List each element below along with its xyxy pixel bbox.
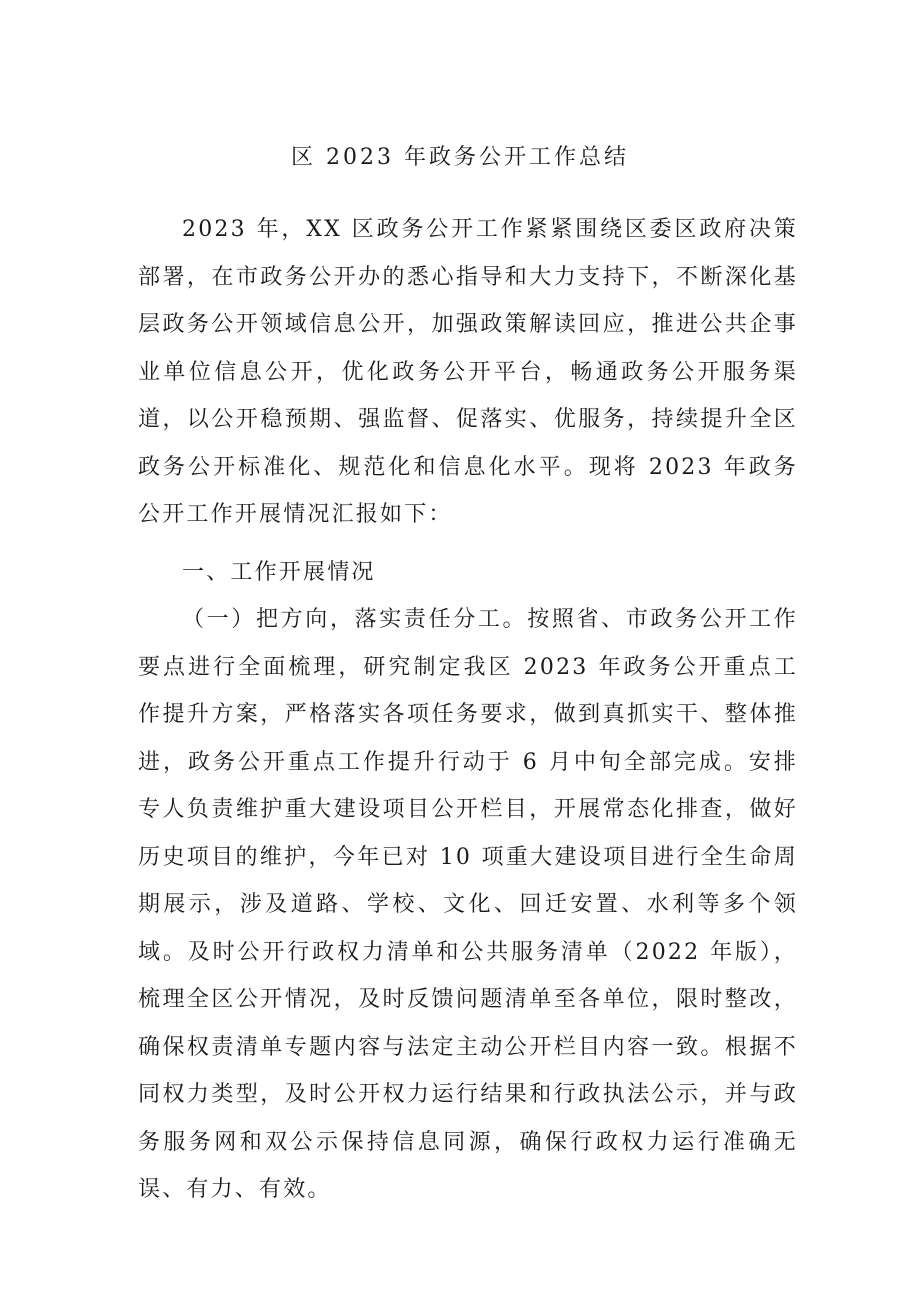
section-heading: 一、工作开展情况 <box>182 560 376 585</box>
intro-paragraph: 2023 年，XX 区政务公开工作紧紧围绕区委区政府决策部署，在市政务公开办的悉心指导和大力支持下，不断深化基层政务公开领域信息公开，加强政策解读回应，推进公共企事业单位信息公开，优化政务公开平台，畅通政务公开服务渠道，以公开稳预期、强监督、促落实、优服务，持续提升全区政务公开标准化、规范化和信息化水平。现将 2023 年政务公开工作开展情况汇报如下： <box>138 217 798 527</box>
body-paragraph: （一）把方向，落实责任分工。按照省、市政务公开工作要点进行全面梳理，研究制定我区 2023 年政务公开重点工作提升方案，严格落实各项任务要求，做到真抓实干、整体推进，政务公开重点工作提升行动于 6 月中旬全部完成。安排专人负责维护重大建设项目公开栏目，开展常态化排查，做好历史项目的维护，今年已对 10 项重大建设项目进行全生命周期展示，涉及道路、学校、文化、回迁安置、水利等多个领域。及时公开行政权力清单和公共服务清单（2022 年版），梳理全区公开情况，及时反馈问题清单至各单位，限时整改，确保权责清单专题内容与法定主动公开栏目内容一致。根据不同权力类型，及时公开权力运行结果和行政执法公示，并与政务服务网和双公示保持信息同源，确保行政权力运行准确无误、有力、有效。 <box>138 607 798 1202</box>
document-title: 区 2023 年政务公开工作总结 <box>291 145 629 170</box>
